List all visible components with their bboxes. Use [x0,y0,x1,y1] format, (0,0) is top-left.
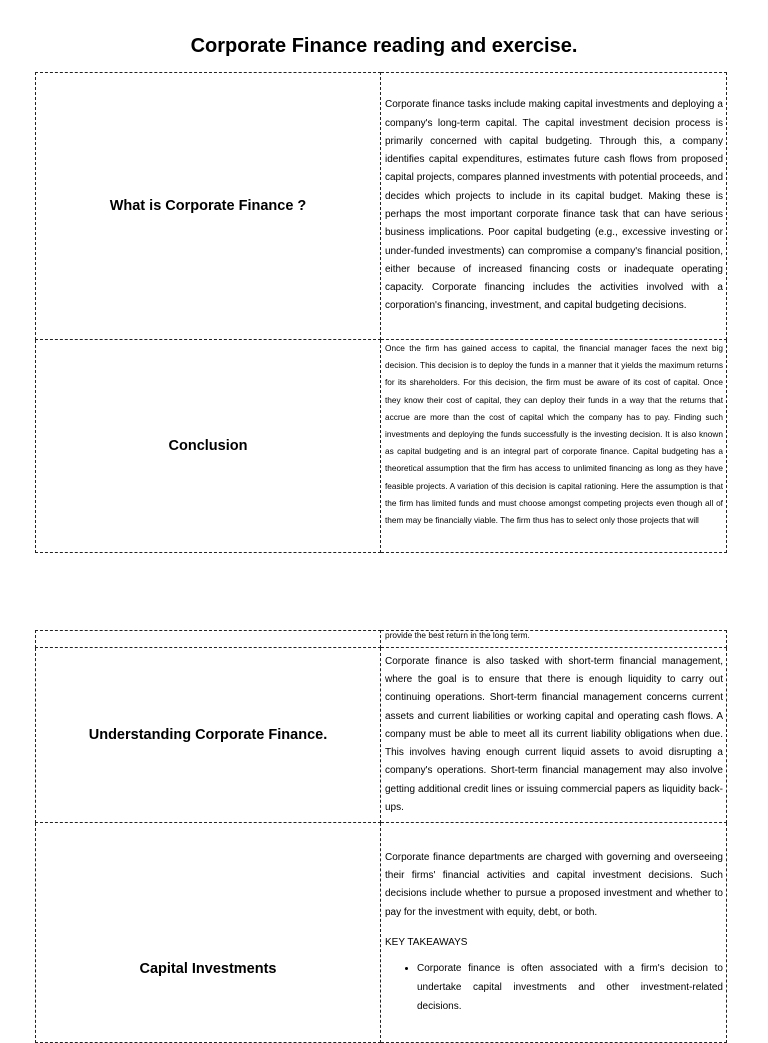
table-row [36,340,727,553]
table-row [36,823,727,1043]
row-text-cell [381,823,727,1043]
row-heading: Conclusion [36,340,381,553]
row-heading: Understanding Corporate Finance. [36,648,381,823]
page-title: Corporate Finance reading and exercise. [190,35,578,57]
table-row [36,631,727,648]
table-row [36,73,727,340]
row-text-cell [381,648,727,823]
list-item: • Corporate finance is often associated with a firm's decision to undertake capital investments and other investment-related decisions. [417,960,726,1016]
takeaways-list [381,960,726,1016]
continuation-text: provide the best return in the long term. [385,631,530,640]
row-heading-cell [36,823,381,1043]
row-text: Corporate finance departments are charged with governing and overseeing their firms' financial activities and capital investment decisions. Such decisions include whether to pursue a proposed investment and whether to pay for the investment with equity, debt, or both. [385,851,723,918]
row-text: Once the firm has gained access to capital, the financial manager faces the next big decision. This decision is to deploy the funds in a manner that it yields the maximum returns for its shareholders. For this decision, the firm must be aware of its cost of capital. Once they know their cost of capital, they can deploy their funds in a way that the returns that accrue are more than the cost of capital which the company has to pay. Finding such investments and deploying the funds successfully is the investing decision. It is also known as capital budgeting and is an integral part of corporate finance. Capital budgeting has a theoretical assumption that the firm has access to unlimited financing as long as they have feasible projects. A variation of this decision is capital rationing. Here the assumption is that the firm has limited funds and must choose amongst competing projects even though all of them may be financially viable. The firm thus has to select only those projects that will [385,343,723,526]
table-row [36,648,727,823]
takeaways-heading: KEY TAKEAWAYS [385,936,468,948]
row-text-cell [381,631,727,648]
reading-table-2 [35,630,727,1043]
row-heading: Capital Investments [139,961,277,977]
row-heading-empty [36,631,381,648]
reading-table-1 [35,72,727,553]
row-heading: What is Corporate Finance ? [36,73,381,340]
row-text-cell [381,73,727,340]
row-text-cell [381,340,727,553]
row-text: Corporate finance tasks include making capital investments and deploying a company's long-term capital. The capital investment decision process is primarily concerned with capital budgeting. Through this, a company identifies capital expenditures, estimates future cash flows from proposed capital projects, compares planned investments with potential proceeds, and decides which projects to include in its capital budget. Making these is perhaps the most important corporate finance task that can have serious business implications. Poor capital budgeting (e.g., excessive investing or under-funded investments) can compromise a company's financial position, either because of increased financing costs or inadequate operating capacity. Corporate financing includes the activities involved with a corporation's financing, investment, and capital budgeting decisions. [385,99,723,312]
row-text: Corporate finance is also tasked with short-term financial management, where the goal is to ensure that there is enough liquidity to carry out continuing operations. Short-term financial management concerns current assets and current liabilities or working capital and operating cash flows. A company must be able to meet all its current liability obligations when due. This involves having enough current liquid assets to avoid disrupting a company's operations. Short-term financial management may also involve getting additional credit lines or issuing commercial papers as liquidity back-ups. [385,655,723,814]
